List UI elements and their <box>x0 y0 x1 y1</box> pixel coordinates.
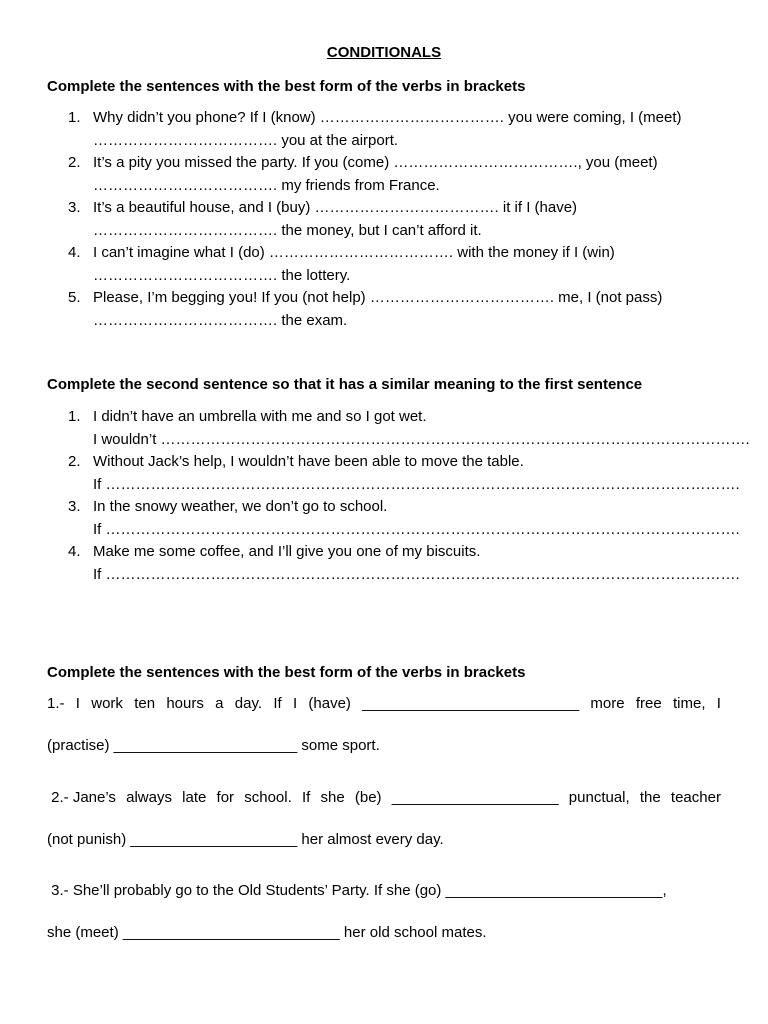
gap-fill-word: time, <box>673 695 706 712</box>
item-number: 1. <box>68 109 81 126</box>
gap-fill-word: (be) <box>354 789 382 806</box>
gap-fill-word: __________________________ <box>362 695 580 712</box>
gap-fill-word: ten <box>134 695 156 712</box>
item-line-2: I wouldn’t ………………………………………………………………………………………………………. <box>93 430 750 448</box>
gap-fill-word: 2.- Jane’s <box>47 789 116 806</box>
item-line-1: Without Jack’s help, I wouldn’t have been able to move the table. <box>93 453 524 470</box>
section-1-list <box>68 107 718 332</box>
section-2-heading: Complete the second sentence so that it has a similar meaning to the first sentence <box>47 376 643 393</box>
item-number: 5. <box>68 289 81 306</box>
gap-fill-word: I <box>292 695 298 712</box>
gap-fill-word: for <box>216 789 235 806</box>
gap-fill-word: If <box>273 695 282 712</box>
list-item <box>68 242 718 287</box>
item-line-1: I didn’t have an umbrella with me and so I got wet. <box>93 408 427 425</box>
gap-fill-word: I <box>716 695 721 712</box>
gap-fill-word: day. <box>234 695 263 712</box>
item-line-2: ………………………………. the lottery. <box>93 266 351 284</box>
item-line-1: It’s a beautiful house, and I (buy) ………………………………. it if I (have) <box>93 199 578 216</box>
item-number: 2. <box>68 453 81 470</box>
list-item <box>68 451 740 496</box>
item-line-2: ………………………………. my friends from France. <box>93 176 440 194</box>
list-item <box>68 287 718 332</box>
item-line-1: It’s a pity you missed the party. If you (come) ………………………………., you (meet) <box>93 154 658 171</box>
gap-fill-word: 3.- She’ll probably go to the Old Students’ Party. If she (go) __________________________, <box>47 882 667 899</box>
item-number: 1. <box>68 408 81 425</box>
gap-fill-word: hours <box>166 695 204 712</box>
list-item <box>68 197 718 242</box>
gap-fill-line-2: she (meet) __________________________ her old school mates. <box>47 924 487 941</box>
list-item <box>68 107 718 152</box>
gap-fill-word: school. <box>244 789 292 806</box>
item-line-1: Make me some coffee, and I’ll give you one of my biscuits. <box>93 543 481 560</box>
list-item <box>68 152 718 197</box>
gap-fill-word: she <box>320 789 345 806</box>
gap-fill-word: teacher <box>670 789 721 806</box>
item-line-2: If ………………………………………………………………………………………………………………. <box>93 520 740 538</box>
item-number: 2. <box>68 154 81 171</box>
gap-fill-line-2: (not punish) ____________________ her almost every day. <box>47 831 444 848</box>
item-number: 3. <box>68 199 81 216</box>
gap-fill-word: the <box>639 789 661 806</box>
list-item <box>68 496 740 541</box>
item-line-1: Please, I’m begging you! If you (not help) ………………………………. me, I (not pass) <box>93 289 663 306</box>
item-line-2: If ………………………………………………………………………………………………………………. <box>93 565 740 583</box>
gap-fill-line-1 <box>47 695 721 712</box>
gap-fill-word: late <box>182 789 207 806</box>
gap-fill-word: ____________________ <box>391 789 559 806</box>
item-line-2: ………………………………. the exam. <box>93 311 348 329</box>
item-line-2: If ………………………………………………………………………………………………………………. <box>93 475 740 493</box>
gap-fill-word: I <box>75 695 80 712</box>
item-number: 4. <box>68 244 81 261</box>
section-1-heading: Complete the sentences with the best form of the verbs in brackets <box>47 78 526 95</box>
section-2-list <box>68 406 750 586</box>
gap-fill-line-2: (practise) ______________________ some sport. <box>47 737 380 754</box>
gap-fill-line-1 <box>47 789 721 806</box>
gap-fill-word: free <box>635 695 662 712</box>
gap-fill-word: 1.- <box>47 695 65 712</box>
gap-fill-line-1 <box>47 882 721 899</box>
item-number: 4. <box>68 543 81 560</box>
gap-fill-word: more <box>590 695 625 712</box>
gap-fill-word: (have) <box>308 695 351 712</box>
list-item <box>68 406 750 451</box>
gap-fill-word: work <box>91 695 123 712</box>
list-item <box>68 541 740 586</box>
page-title: CONDITIONALS <box>326 44 442 61</box>
item-line-1: In the snowy weather, we don’t go to school. <box>93 498 388 515</box>
section-3-heading: Complete the sentences with the best form of the verbs in brackets <box>47 664 526 681</box>
gap-fill-word: punctual, <box>568 789 630 806</box>
item-line-1: I can’t imagine what I (do) ………………………………. with the money if I (win) <box>93 244 615 261</box>
item-line-1: Why didn’t you phone? If I (know) ………………………………. you were coming, I (meet) <box>93 109 682 126</box>
gap-fill-word: a <box>215 695 224 712</box>
item-line-2: ………………………………. the money, but I can’t afford it. <box>93 221 482 239</box>
item-number: 3. <box>68 498 81 515</box>
gap-fill-word: If <box>301 789 311 806</box>
gap-fill-word: always <box>126 789 172 806</box>
item-line-2: ………………………………. you at the airport. <box>93 131 399 149</box>
